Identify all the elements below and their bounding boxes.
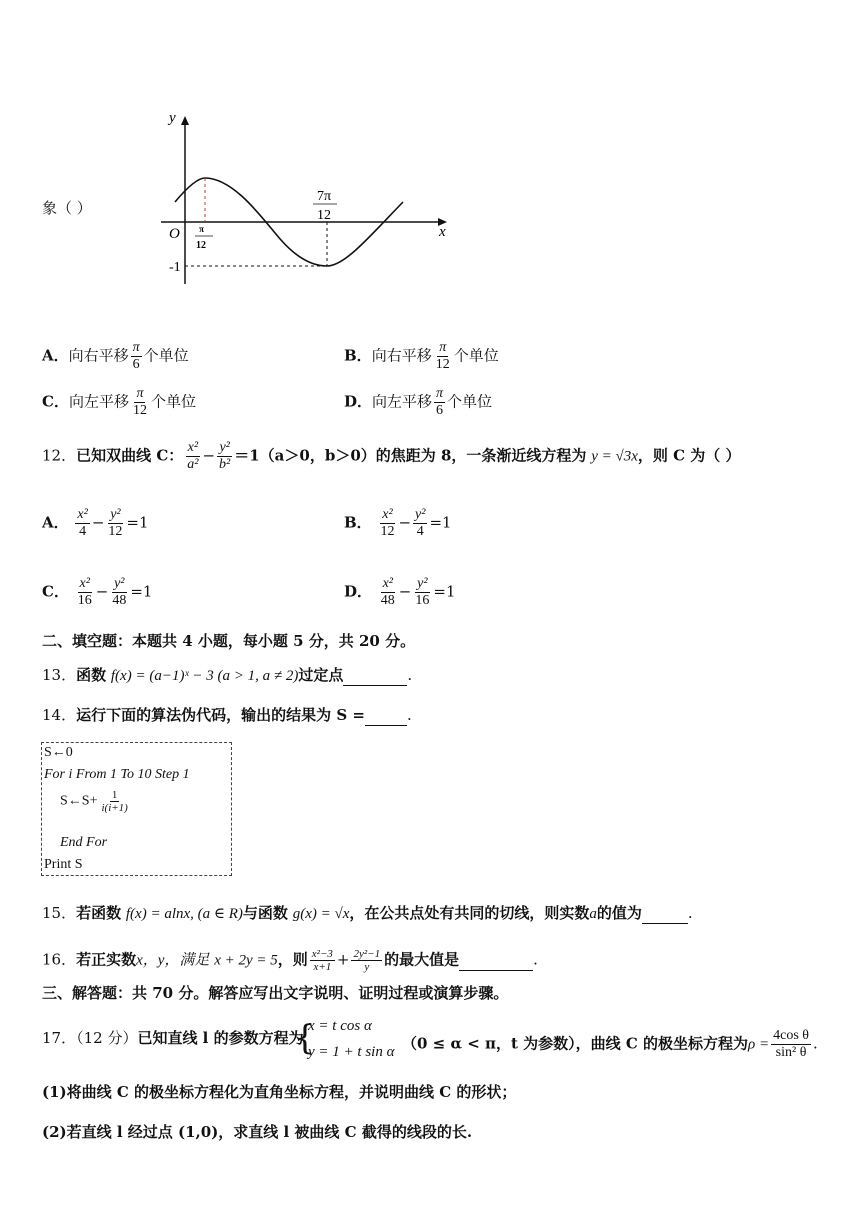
y-axis-arrow: [181, 116, 189, 125]
tick-7pi-12-den: 12: [317, 208, 331, 223]
q17-part-1: (1)将曲线 C 的极坐标方程化为直角坐标方程，并说明曲线 C 的形状；: [42, 1083, 517, 1101]
section-heading-fill-in: 二、填空题：本题共 4 小题，每小题 5 分，共 20 分。: [42, 632, 416, 650]
q17-stem: 17．（12 分）已知直线 l 的参数方程为: [42, 1029, 304, 1047]
q11-option-a[interactable]: A．向右平移 $\frac{\pi}{6}$ 个单位: [42, 340, 189, 372]
q12-option-b[interactable]: B． $\frac{\text{x²}}{12}$ − $\frac{\text{y²}}{4}$ =1: [344, 507, 452, 539]
q17-param-eq-y: y = 1 + t sin α: [308, 1044, 395, 1060]
fraction: $\frac{\pi}{12}$: [132, 386, 147, 418]
tick-pi-12-num: π: [199, 224, 204, 234]
system-brace: {: [294, 1018, 316, 1058]
fraction: $\frac{\pi}{6}$: [132, 340, 140, 372]
fraction-x2-a2: $\frac{\text{x²}}{\text{a²}}$: [187, 440, 199, 472]
fraction-y2-b2: $\frac{\text{y²}}{\text{b²}}$: [219, 440, 231, 472]
tick-7pi-12-num: 7π: [317, 189, 332, 204]
q14-answer-blank[interactable]: [365, 705, 407, 726]
code-line-4: End For: [60, 835, 108, 850]
q11-option-b[interactable]: B．向右平移 $\frac{\pi}{12}$ 个单位: [344, 340, 499, 372]
q12-option-a[interactable]: A． $\frac{\text{x²}}{4}$ − $\frac{\text{y²}}{12}$ =1: [42, 507, 149, 539]
q13-stem: 13．函数 f(x) = (a−1)ˣ − 3 (a > 1, a ≠ 2)过定点 .: [42, 666, 413, 684]
q13-answer-blank[interactable]: [343, 665, 407, 686]
code-line-2: For i From 1 To 10 Step 1: [44, 767, 190, 782]
tick-pi-12-den: 12: [196, 240, 206, 251]
q12-option-d[interactable]: D． $\frac{\text{x²}}{48}$ − $\frac{\text{y²}}{16}$ =1: [344, 576, 456, 608]
x-axis-label: x: [439, 224, 446, 240]
q11-stem-tail: 象（ ）: [42, 199, 92, 217]
q12-stem: 12．已知双曲线 C： $\frac{\text{x²}}{\text{a²}}$ − $\frac{\text{y²}}{\text{b²}}$ ＝1（a＞0，b＞0）的焦距为 8，一条渐近线方程为 y = √3x，则 C 为（ ）: [42, 440, 741, 472]
q16-answer-blank[interactable]: [459, 950, 533, 971]
q14-stem: 14．运行下面的算法伪代码，输出的结果为 S = .: [42, 706, 412, 724]
q15-answer-blank[interactable]: [642, 903, 688, 924]
q17-part-2: (2)若直线 l 经过点 (1,0)，求直线 l 被曲线 C 截得的线段的长.: [42, 1123, 473, 1141]
sine-graph: [155, 106, 455, 306]
pseudocode-box: [41, 742, 232, 876]
q12-option-c[interactable]: C． $\frac{\text{x²}}{16}$ − $\frac{\text{y²}}{48}$ =1: [42, 576, 153, 608]
q17-condition: （0 ≤ α < π，t 为参数），曲线 C 的极坐标方程为ρ = $\frac{\text{4cos θ}}{\text{sin² θ}}$ .: [402, 1028, 818, 1060]
code-line-1: S←0: [44, 745, 73, 760]
q11-option-d[interactable]: D．向左平移 $\frac{\pi}{6}$ 个单位: [344, 386, 493, 418]
y-axis-label: y: [169, 110, 176, 126]
q16-stem: 16．若正实数x，y，满足 x + 2y = 5，则 $\frac{\text{x²−3}}{x+1}$ + $\frac{\text{2y²−1}}{y}$ 的最大值是 .: [42, 948, 538, 973]
y-tick-minus-one: -1: [169, 260, 181, 275]
section-heading-solutions: 三、解答题：共 70 分。解答应写出文字说明、证明过程或演算步骤。: [42, 984, 509, 1002]
q11-option-c[interactable]: C．向左平移 $\frac{\pi}{12}$ 个单位: [42, 386, 196, 418]
code-line-3: S←S+ $\frac{1}{i(i+1)}$: [60, 789, 128, 814]
q17-param-eq-x: x = t cos α: [308, 1018, 372, 1034]
origin-label: O: [169, 226, 180, 242]
fraction: $\frac{\pi}{6}$: [436, 386, 444, 418]
q15-stem: 15．若函数 f(x) = alnx, (a ∈ R)与函数 g(x) = √x，在公共点处有共同的切线，则实数a的值为 .: [42, 904, 693, 922]
code-line-5: Print S: [44, 857, 83, 872]
fraction: $\frac{\pi}{12}$: [435, 340, 450, 372]
